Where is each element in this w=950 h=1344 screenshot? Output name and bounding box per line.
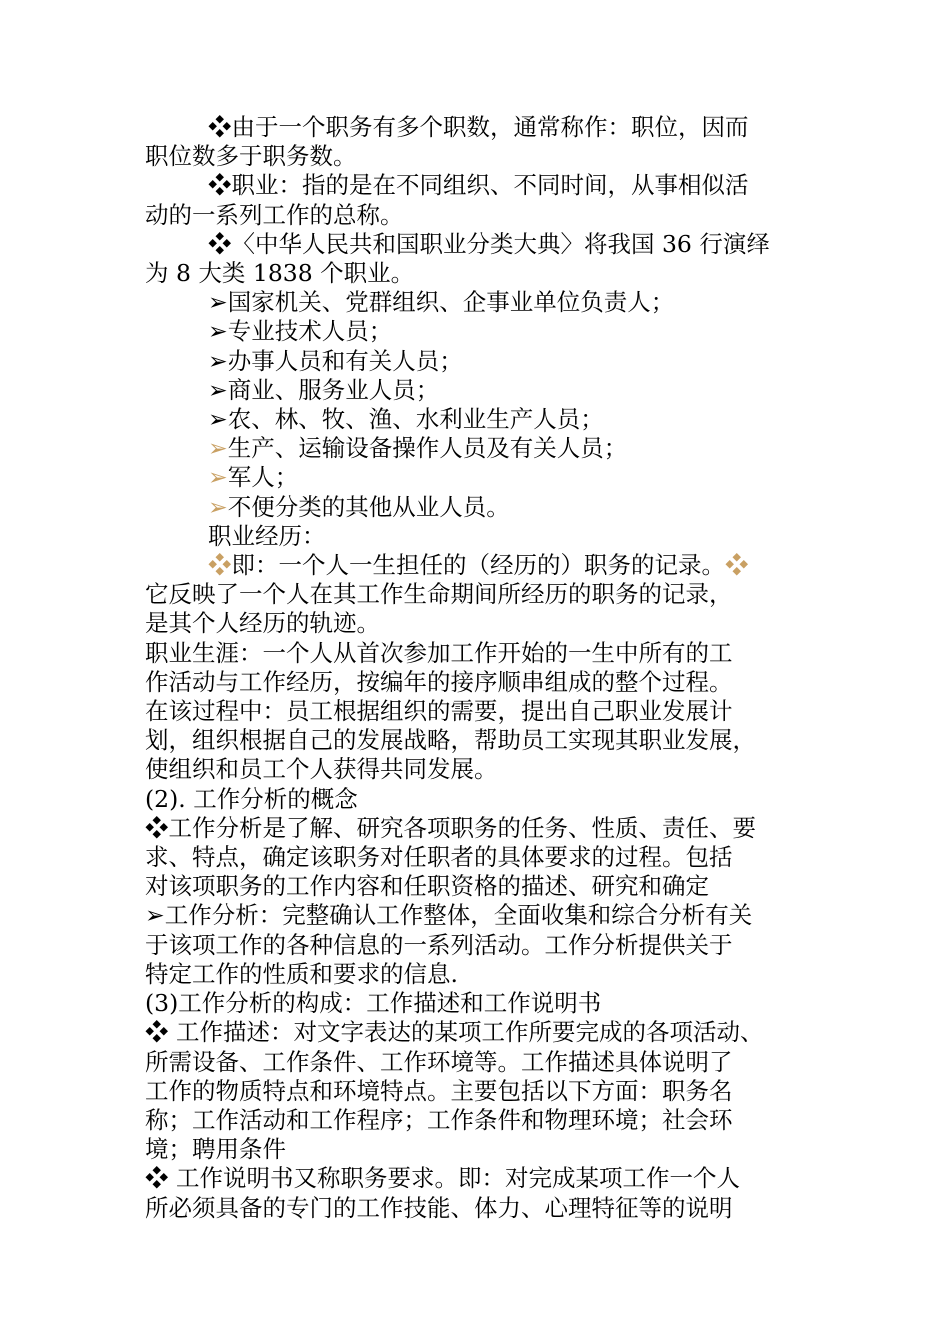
arrow-bullet-icon: ➢ <box>208 463 228 492</box>
line-text: 特定工作的性质和要求的信息. <box>145 959 458 988</box>
line-text: 境；聘用条件 <box>145 1135 286 1164</box>
text-line <box>145 171 825 200</box>
text-line <box>145 785 825 814</box>
diamond-bullet-icon: ❖ <box>145 813 169 842</box>
line-text: 工作分析：完整确认工作整体，全面收集和综合分析有关 <box>164 901 753 930</box>
line-text: 不便分类的其他从业人员。 <box>227 492 510 521</box>
arrow-bullet-icon: ➢ <box>208 405 228 434</box>
text-line <box>145 1077 825 1106</box>
text-line <box>145 434 825 463</box>
text-line <box>145 901 825 930</box>
arrow-bullet-icon: ➢ <box>208 346 228 375</box>
text-line <box>145 755 825 784</box>
text-line <box>145 814 825 843</box>
text-line <box>145 1135 825 1164</box>
diamond-bullet-icon: ❖ <box>208 551 232 580</box>
line-text: 它反映了一个人在其工作生命期间所经历的职务的记录， <box>145 580 733 609</box>
text-line <box>145 1048 825 1077</box>
text-line <box>145 259 825 288</box>
arrow-bullet-icon: ➢ <box>208 375 228 404</box>
line-text: 专业技术人员； <box>227 317 393 346</box>
diamond-bullet-icon: ❖ <box>208 171 232 200</box>
arrow-bullet-icon: ➢ <box>208 434 228 463</box>
line-text: 为 8 大类 1838 个职业。 <box>145 259 415 288</box>
text-line <box>145 493 825 522</box>
text-line <box>145 317 825 346</box>
line-text: 职位数多于职务数。 <box>145 142 357 171</box>
line-text: 所需设备、工作条件、工作环境等。工作描述具体说明了 <box>145 1047 733 1076</box>
line-text: 求、特点，确定该职务对任职者的具体要求的过程。包括 <box>145 843 733 872</box>
text-line <box>145 113 825 142</box>
text-line <box>145 697 825 726</box>
text-line <box>145 463 825 492</box>
line-text: 工作的物质特点和环境特点。主要包括以下方面：职务名 <box>145 1076 733 1105</box>
text-line <box>145 201 825 230</box>
line-text: 对该项职务的工作内容和任职资格的描述、研究和确定 <box>145 872 709 901</box>
arrow-bullet-icon: ➢ <box>208 288 228 317</box>
text-line <box>145 989 825 1018</box>
text-line <box>145 142 825 171</box>
line-text: 称；工作活动和工作程序；工作条件和物理环境；社会环 <box>145 1105 733 1134</box>
line-text: 即：一个人一生担任的（经历的）职务的记录。 <box>231 551 725 580</box>
text-line <box>145 1164 825 1193</box>
text-line <box>145 1194 825 1223</box>
arrow-bullet-icon: ➢ <box>208 492 228 521</box>
line-text: 军人； <box>227 463 299 492</box>
arrow-bullet-icon: ➢ <box>208 317 228 346</box>
text-line <box>145 580 825 609</box>
diamond-bullet-icon: ❖ <box>725 551 749 580</box>
line-text: 职业：指的是在不同组织、不同时间，从事相似活 <box>231 171 749 200</box>
text-line <box>145 405 825 434</box>
line-text: 农、林、牧、渔、水利业生产人员； <box>227 405 604 434</box>
text-line <box>145 522 825 551</box>
text-line <box>145 960 825 989</box>
line-text: 商业、服务业人员； <box>227 375 440 404</box>
text-line <box>145 872 825 901</box>
text-line <box>145 609 825 638</box>
line-text: 使组织和员工个人获得共同发展。 <box>145 755 498 784</box>
text-line <box>145 843 825 872</box>
text-line <box>145 931 825 960</box>
line-text: (3)工作分析的构成：工作描述和工作说明书 <box>145 989 602 1018</box>
line-text: 工作分析是了解、研究各项职务的任务、性质、责任、要 <box>168 813 756 842</box>
line-text: 由于一个职务有多个职数，通常称作：职位，因而 <box>231 113 749 141</box>
diamond-bullet-icon: ❖ <box>145 1164 169 1193</box>
line-text: (2). 工作分析的概念 <box>145 784 358 813</box>
text-line <box>145 376 825 405</box>
line-text: 办事人员和有关人员； <box>227 346 463 375</box>
line-text: 在该过程中：员工根据组织的需要，提出自己职业发展计 <box>145 697 733 726</box>
line-text: 工作描述：对文字表达的某项工作所要完成的各项活动、 <box>168 1018 764 1047</box>
text-line <box>145 1018 825 1047</box>
text-line <box>145 288 825 317</box>
line-text: 作活动与工作经历，按编年的接序顺串组成的整个过程。 <box>145 667 733 696</box>
line-text: 动的一系列工作的总称。 <box>145 200 404 229</box>
line-text: 划，组织根据自己的发展战略，帮助员工实现其职业发展， <box>145 726 756 755</box>
line-text: 工作说明书又称职务要求。即：对完成某项工作一个人 <box>168 1164 740 1193</box>
line-text: 所必须具备的专门的工作技能、体力、心理特征等的说明 <box>145 1193 733 1222</box>
text-line <box>145 668 825 697</box>
line-text: 生产、运输设备操作人员及有关人员； <box>227 434 628 463</box>
text-line <box>145 1106 825 1135</box>
text-line <box>145 347 825 376</box>
line-text: 于该项工作的各种信息的一系列活动。工作分析提供关于 <box>145 930 733 959</box>
line-text: 国家机关、党群组织、企事业单位负责人； <box>227 288 675 317</box>
line-text: 是其个人经历的轨迹。 <box>145 609 380 638</box>
diamond-bullet-icon: ❖ <box>208 229 232 258</box>
text-line <box>145 726 825 755</box>
text-line <box>145 551 825 580</box>
diamond-bullet-icon: ❖ <box>208 113 232 141</box>
diamond-bullet-icon: ❖ <box>145 1018 169 1047</box>
text-line <box>145 230 825 259</box>
document-body <box>145 113 825 1223</box>
line-text: 职业生涯：一个人从首次参加工作开始的一生中所有的工 <box>145 638 733 667</box>
arrow-bullet-icon: ➢ <box>145 901 165 930</box>
line-text: 职业经历： <box>208 521 326 550</box>
text-line <box>145 639 825 668</box>
line-text: 〈中华人民共和国职业分类大典〉将我国 36 行演绎 <box>231 229 770 258</box>
